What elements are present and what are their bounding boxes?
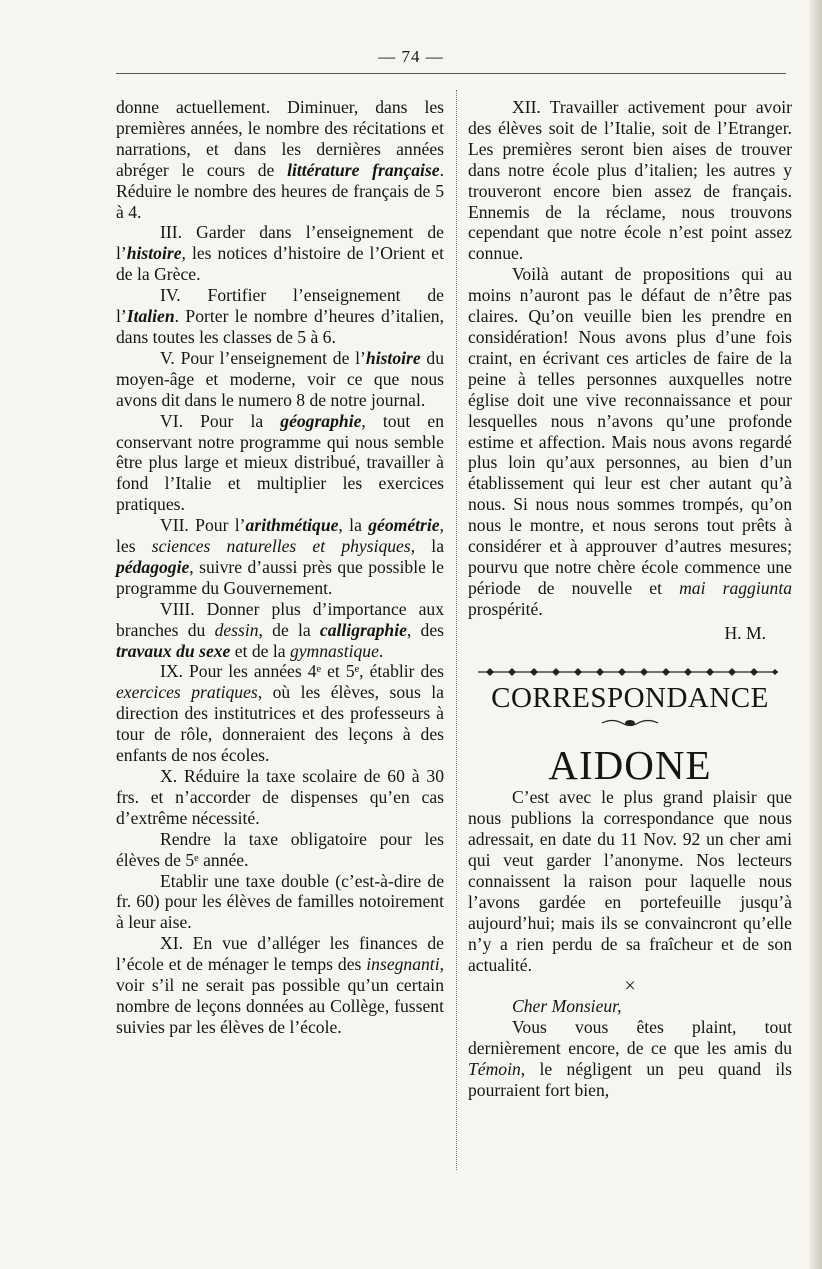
place-heading: AIDONE	[548, 742, 712, 789]
letter-opening	[468, 1017, 792, 1101]
text-run: VIII. Donner plus d’importance aux branches du	[116, 598, 444, 640]
emphasized-text: sciences naturelles et physiques	[151, 536, 411, 557]
emphasized-text: gymnastique	[289, 640, 379, 661]
text-run: Vous vous êtes plaint, tout dernièrement encore, de ce que les amis du	[468, 1017, 792, 1059]
text-run: , des	[406, 619, 444, 640]
text-run: Voilà autant de propositions qui au moins n’auront pas le défaut de n’être pas claires. Qu’on veuille bien les prendre en considération! Nous avons plus d’une fois craint, en écrivant ces articles de faire de la peine à telles personnes auxquelles notre église doit une vive reconnaissance et pour lesquelles nous n’avons qu’une profonde estime et affection. Mais nous avons regardé plus loin qu’aux personnes, au bien d’un établissement qui leur est cher autant qu’à nous. Si nous nous sommes trompés, qu’on nous le montre, et nous serons tout prêts à considérer et à approuver d’autres mesures; pourvu que notre chère école commence une période de nouvelle et	[468, 264, 792, 598]
page-edge-shadow	[810, 0, 822, 1269]
text-run: , les	[116, 515, 444, 557]
paragraph	[116, 599, 444, 662]
emphasized-text: dessin	[214, 619, 259, 640]
author-signature: H. M.	[724, 622, 766, 643]
emphasized-text: géographie	[280, 410, 362, 431]
paragraph	[468, 787, 792, 975]
text-run: Rendre la taxe obligatoire pour les élèves de 5ᵉ année.	[116, 828, 444, 870]
paragraph	[116, 411, 444, 516]
text-run: , suivre d’aussi près que possible le programme du Gouvernement.	[116, 556, 444, 598]
section-title: CORRESPONDANCE	[491, 681, 769, 714]
paragraph	[468, 97, 792, 264]
text-run: VI. Pour la	[160, 410, 281, 431]
text-run: , la	[410, 536, 445, 557]
paragraph	[116, 933, 444, 1038]
paragraph	[116, 871, 444, 934]
emphasized-text: pédagogie	[116, 556, 190, 577]
text-run: , la	[338, 515, 369, 536]
text-run: Etablir une taxe double (c’est-à-dire de fr. 60) pour les élèves de familles notoirement à leur aise.	[116, 870, 444, 933]
continuation-paragraph	[116, 97, 444, 222]
emphasized-text: exercices pratiques	[116, 682, 258, 703]
paragraph	[116, 348, 444, 411]
text-run: XI. En vue d’alléger les finances de l’école et de ménager le temps des	[116, 933, 444, 975]
letter-salutation: Cher Monsieur,	[512, 996, 622, 1017]
text-run: , les notices d’histoire de l’Orient et de la Grèce.	[116, 243, 444, 285]
text-run: VII. Pour l’	[160, 515, 246, 536]
text-run: , où les élèves, sous la direction des institutrices et des professeurs à tour de rôle, donneraient des leçons à des enfants de nos écoles.	[116, 682, 444, 766]
emphasized-text: Italien	[126, 306, 175, 327]
text-run: .	[378, 640, 384, 661]
text-run: du moyen-âge et moderne, voir ce que nous avons dit dans le numero 8 de notre journal.	[116, 347, 444, 410]
paragraph	[468, 264, 792, 619]
cross-mark: ×	[624, 974, 636, 997]
paragraph	[116, 829, 444, 871]
text-run: . Réduire le nombre des heures de français de 5 à 4.	[116, 159, 445, 222]
text-run: , le négligent un peu quand ils pourraient fort bien,	[468, 1059, 792, 1101]
correspondence-intro	[468, 787, 792, 975]
text-run: . Porter le nombre d’heures d’italien, dans toutes les classes de 5 à 6.	[116, 306, 444, 347]
column-divider	[456, 90, 457, 1170]
emphasized-text: calligraphie	[319, 619, 407, 640]
article-conclusion	[468, 97, 792, 620]
emphasized-text: littérature française	[287, 159, 440, 180]
text-run: IX. Pour les années 4ᵉ et 5ᵉ, établir des	[160, 661, 444, 682]
text-run: C’est avec le plus grand plaisir que nous publions la correspondance que nous adressait, en date du 11 Nov. 92 un cher ami qui veut garder l’anonyme. Nos lecteurs connaissent la raison pour laquelle nous l’avons gardée en portefeuille jusqu’à aujourd’hui; mais ils se convaincront qu’elle n’y a rien perdu de sa fraîcheur et de son actualité.	[468, 787, 792, 975]
paragraph	[116, 285, 444, 348]
paragraph	[468, 1017, 792, 1101]
right-column	[468, 97, 792, 1101]
page-number: — 74 —	[378, 47, 444, 66]
text-run: prospérité.	[468, 598, 543, 619]
emphasized-text: histoire	[126, 243, 182, 264]
paragraph	[116, 766, 444, 829]
emphasized-text: arithmétique	[245, 515, 339, 536]
emphasized-text: mai raggiunta	[679, 577, 792, 598]
text-run: donne actuellement. Diminuer, dans les premières années, le nombre des récitations et narrations, et dans les dernières années abréger le cours de	[116, 97, 444, 180]
section-divider-ornament	[478, 666, 782, 678]
text-run: XII. Travailler activement pour avoir des élèves soit de l’Italie, soit de l’Etranger. Les premières seront bien aises de trouver dans notre école plus d’italien; les autres y trouveront encore bien assez de français. Ennemis de la réclame, nous trouvons cependant que notre école n’est point assez connue.	[468, 97, 792, 264]
text-run: V. Pour l’enseignement de l’	[160, 347, 366, 368]
header-rule	[116, 73, 786, 74]
emphasized-text: Témoin	[468, 1059, 521, 1080]
emphasized-text: insegnanti	[366, 954, 440, 975]
text-run: , de la	[258, 619, 320, 640]
paragraph	[116, 222, 444, 285]
left-column-text	[116, 97, 444, 1038]
text-run: , voir s’il ne serait pas possible qu’un certain nombre de leçons données au Collège, fussent suivies par les élèves de l’école.	[116, 954, 444, 1037]
text-run: IV. Fortifier l’enseignement de l’	[116, 285, 444, 327]
emphasized-text: travaux du sexe	[116, 640, 231, 661]
text-run: et de la	[230, 640, 290, 661]
emphasized-text: géométrie	[368, 515, 440, 536]
text-run: , tout en conservant notre programme qui nous semble être plus large et mieux distribué, travailler à fond l’Italie et multiplier les exercices pratiques.	[116, 410, 445, 515]
left-column	[116, 97, 444, 1038]
text-run: X. Réduire la taxe scolaire de 60 à 30 frs. et n’accorder de dispenses qu’en cas d’extrême nécessité.	[116, 766, 444, 828]
paragraph	[116, 661, 444, 766]
paragraph	[116, 515, 444, 599]
text-run: III. Garder dans l’enseignement de l’	[116, 222, 444, 264]
emphasized-text: histoire	[365, 347, 421, 368]
title-flourish-ornament	[468, 712, 792, 733]
